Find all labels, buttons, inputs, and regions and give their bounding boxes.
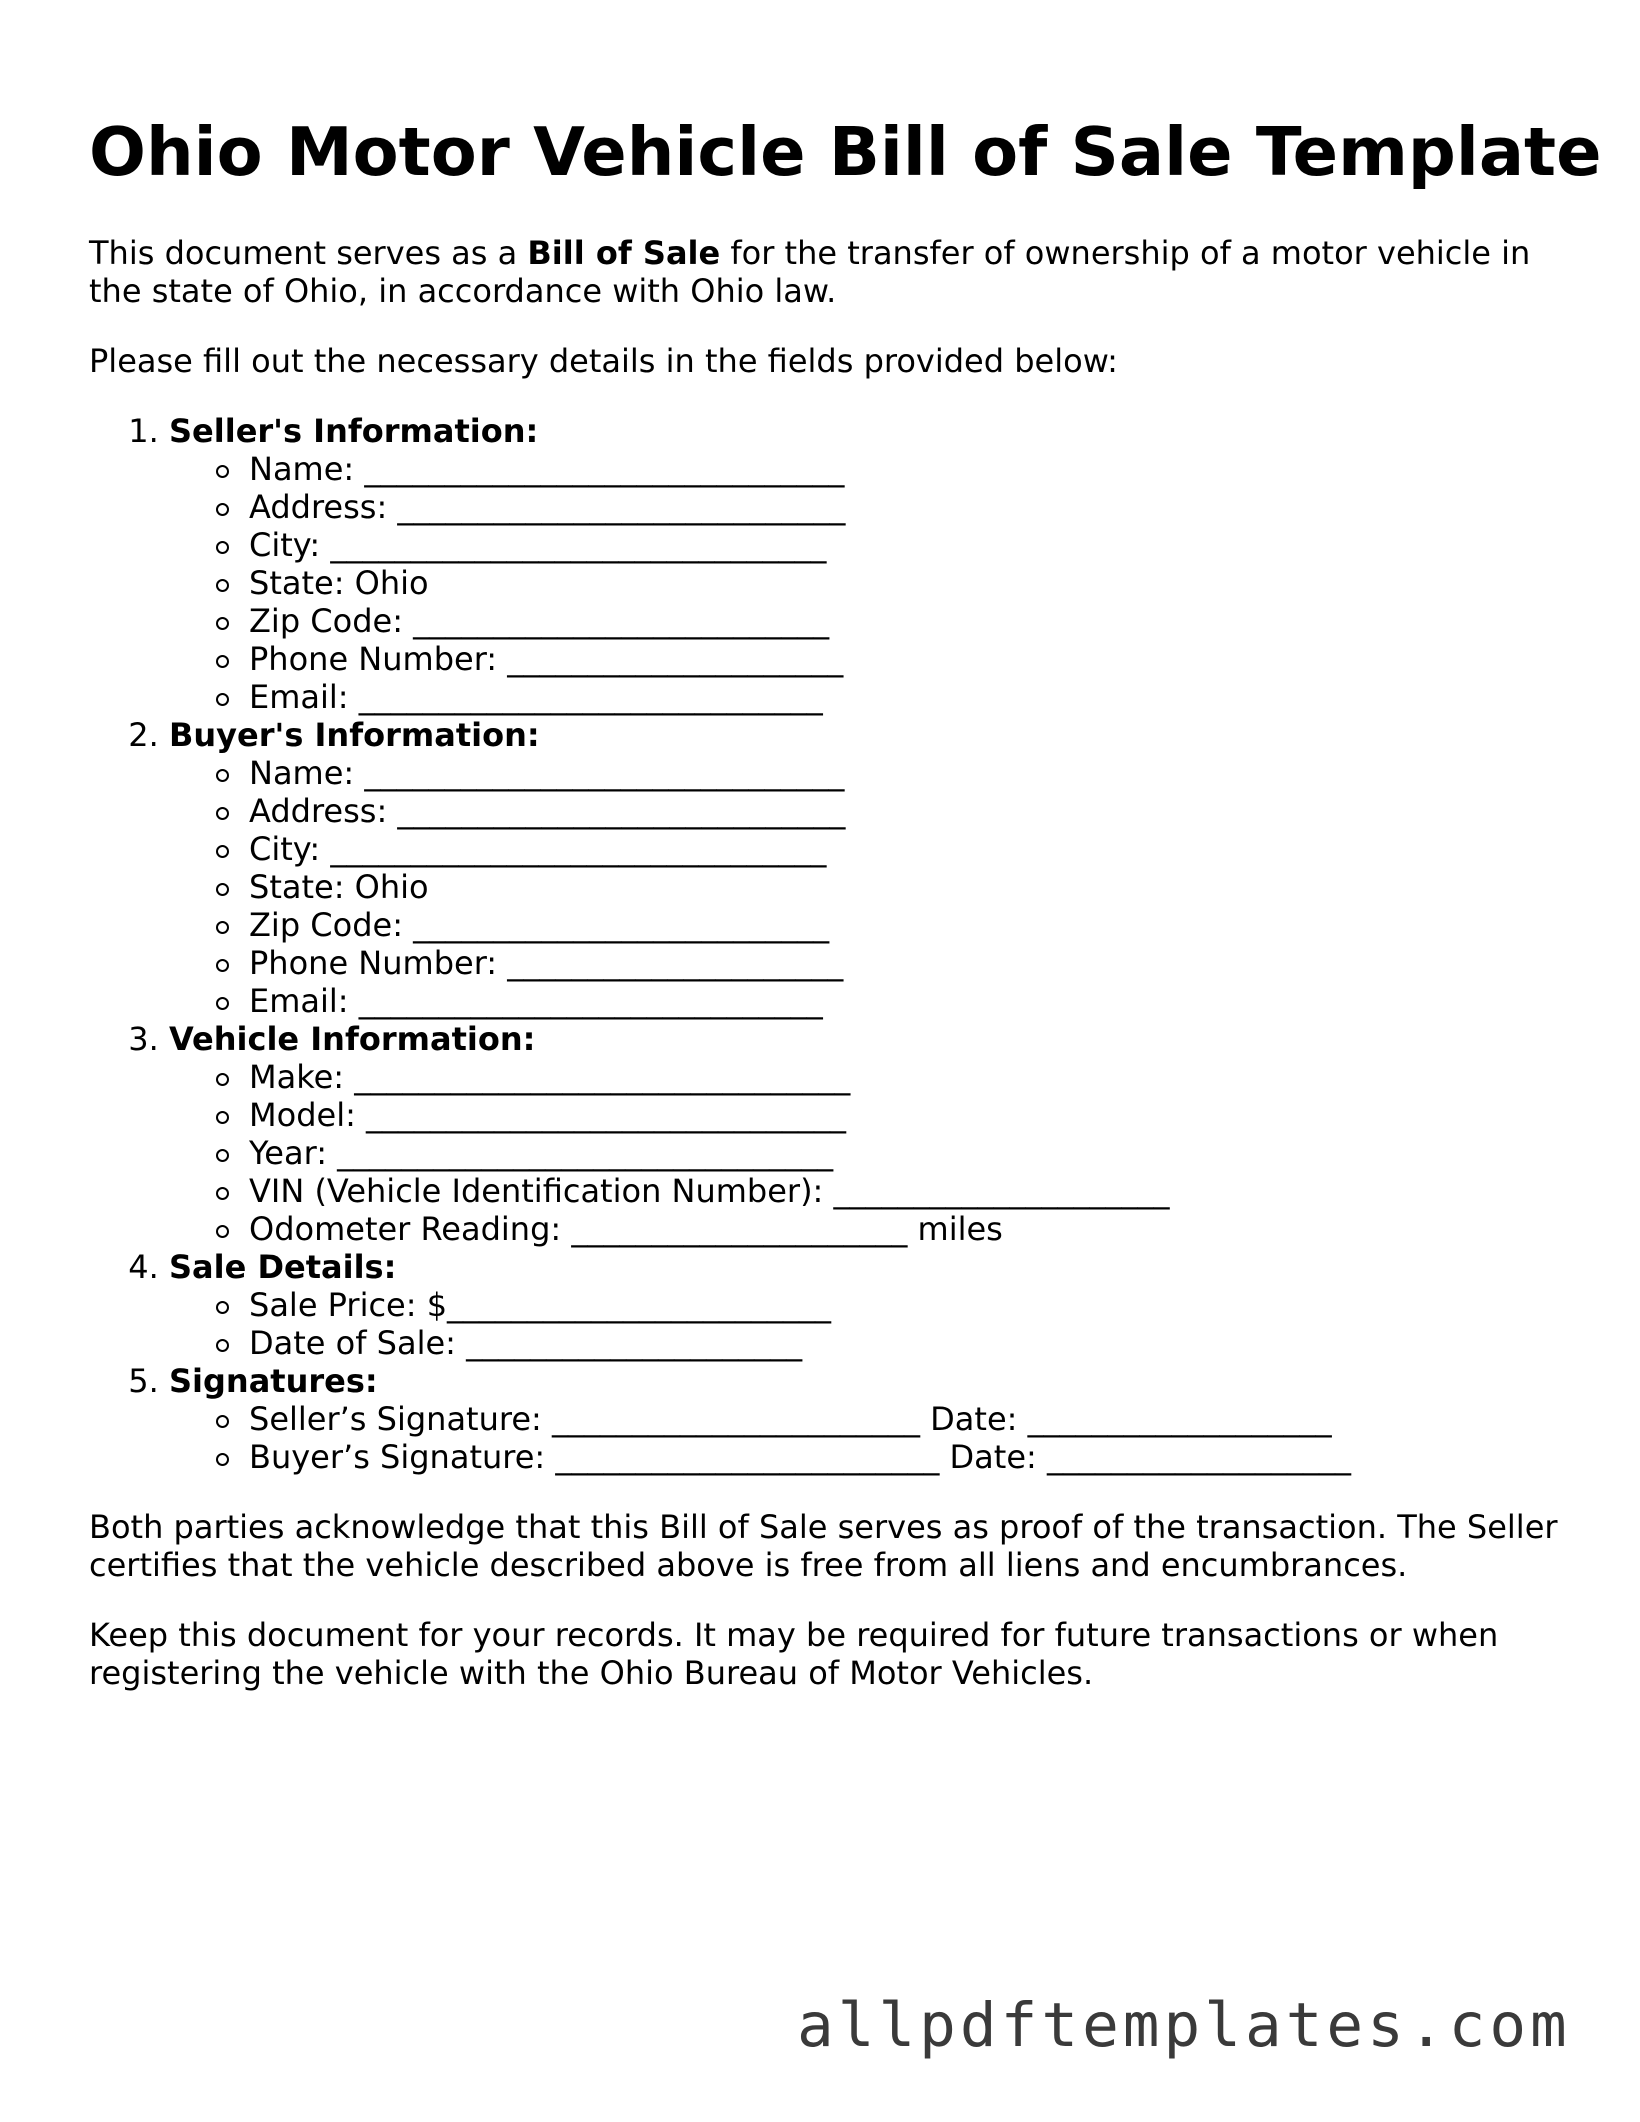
buyer-phone-field[interactable]: Phone Number: _____________________ xyxy=(249,944,1351,982)
section-title: Seller's Information: xyxy=(169,412,539,450)
vehicle-vin-field[interactable]: VIN (Vehicle Identification Number): _____________________ xyxy=(249,1172,1351,1210)
vehicle-make-field[interactable]: Make: _______________________________ xyxy=(249,1058,1351,1096)
seller-name-field[interactable]: Name: ______________________________ xyxy=(249,450,1351,488)
buyer-state-field: State: Ohio xyxy=(249,868,1351,906)
seller-phone-field[interactable]: Phone Number: _____________________ xyxy=(249,640,1351,678)
field-list xyxy=(169,754,1351,1020)
section-vehicle xyxy=(169,1020,1351,1248)
form-sections xyxy=(89,412,1351,1476)
intro-text-end: for the transfer of ownership of a motor vehicle in the state of Ohio, in accordance with Ohio law. xyxy=(89,234,1531,310)
buyer-address-field[interactable]: Address: ____________________________ xyxy=(249,792,1351,830)
intro-text-start: This document serves as a xyxy=(89,234,528,272)
intro-bold-term: Bill of Sale xyxy=(527,234,721,272)
page-title: Ohio Motor Vehicle Bill of Sale Template xyxy=(89,113,1602,191)
buyer-email-field[interactable]: Email: _____________________________ xyxy=(249,982,1351,1020)
vehicle-year-field[interactable]: Year: _______________________________ xyxy=(249,1134,1351,1172)
instruction-paragraph: Please fill out the necessary details in the fields provided below: xyxy=(89,342,1118,380)
seller-email-field[interactable]: Email: _____________________________ xyxy=(249,678,1351,716)
vehicle-odometer-field[interactable]: Odometer Reading: _____________________ miles xyxy=(249,1210,1351,1248)
section-title: Sale Details: xyxy=(169,1248,397,1286)
acknowledgment-paragraph: Both parties acknowledge that this Bill of Sale serves as proof of the transaction. The Seller certifies that the vehicle described above is free from all liens and encumbrances. xyxy=(89,1508,1558,1584)
sale-date-field[interactable]: Date of Sale: _____________________ xyxy=(249,1324,1351,1362)
seller-address-field[interactable]: Address: ____________________________ xyxy=(249,488,1351,526)
seller-signature-field[interactable]: Seller’s Signature: _______________________ Date: ___________________ xyxy=(249,1400,1351,1438)
buyer-signature-field[interactable]: Buyer’s Signature: ________________________ Date: ___________________ xyxy=(249,1438,1351,1476)
sale-price-field[interactable]: Sale Price: $________________________ xyxy=(249,1286,1351,1324)
intro-paragraph xyxy=(89,234,1569,310)
field-list xyxy=(169,1400,1351,1476)
field-list xyxy=(169,1286,1351,1362)
section-sale-details xyxy=(169,1248,1351,1362)
section-buyer xyxy=(169,716,1351,1020)
vehicle-model-field[interactable]: Model: ______________________________ xyxy=(249,1096,1351,1134)
buyer-name-field[interactable]: Name: ______________________________ xyxy=(249,754,1351,792)
section-title: Vehicle Information: xyxy=(169,1020,536,1058)
field-list xyxy=(169,450,1351,716)
seller-state-field: State: Ohio xyxy=(249,564,1351,602)
section-signatures xyxy=(169,1362,1351,1476)
seller-city-field[interactable]: City: _______________________________ xyxy=(249,526,1351,564)
section-seller xyxy=(169,412,1351,716)
section-title: Buyer's Information: xyxy=(169,716,540,754)
seller-zip-field[interactable]: Zip Code: __________________________ xyxy=(249,602,1351,640)
buyer-zip-field[interactable]: Zip Code: __________________________ xyxy=(249,906,1351,944)
buyer-city-field[interactable]: City: _______________________________ xyxy=(249,830,1351,868)
watermark-text: allpdftemplates.com xyxy=(797,1990,1571,2061)
field-list xyxy=(169,1058,1351,1248)
records-note-paragraph: Keep this document for your records. It may be required for future transactions or when registering the vehicle with the Ohio Bureau of Motor Vehicles. xyxy=(89,1616,1499,1692)
section-title: Signatures: xyxy=(169,1362,378,1400)
